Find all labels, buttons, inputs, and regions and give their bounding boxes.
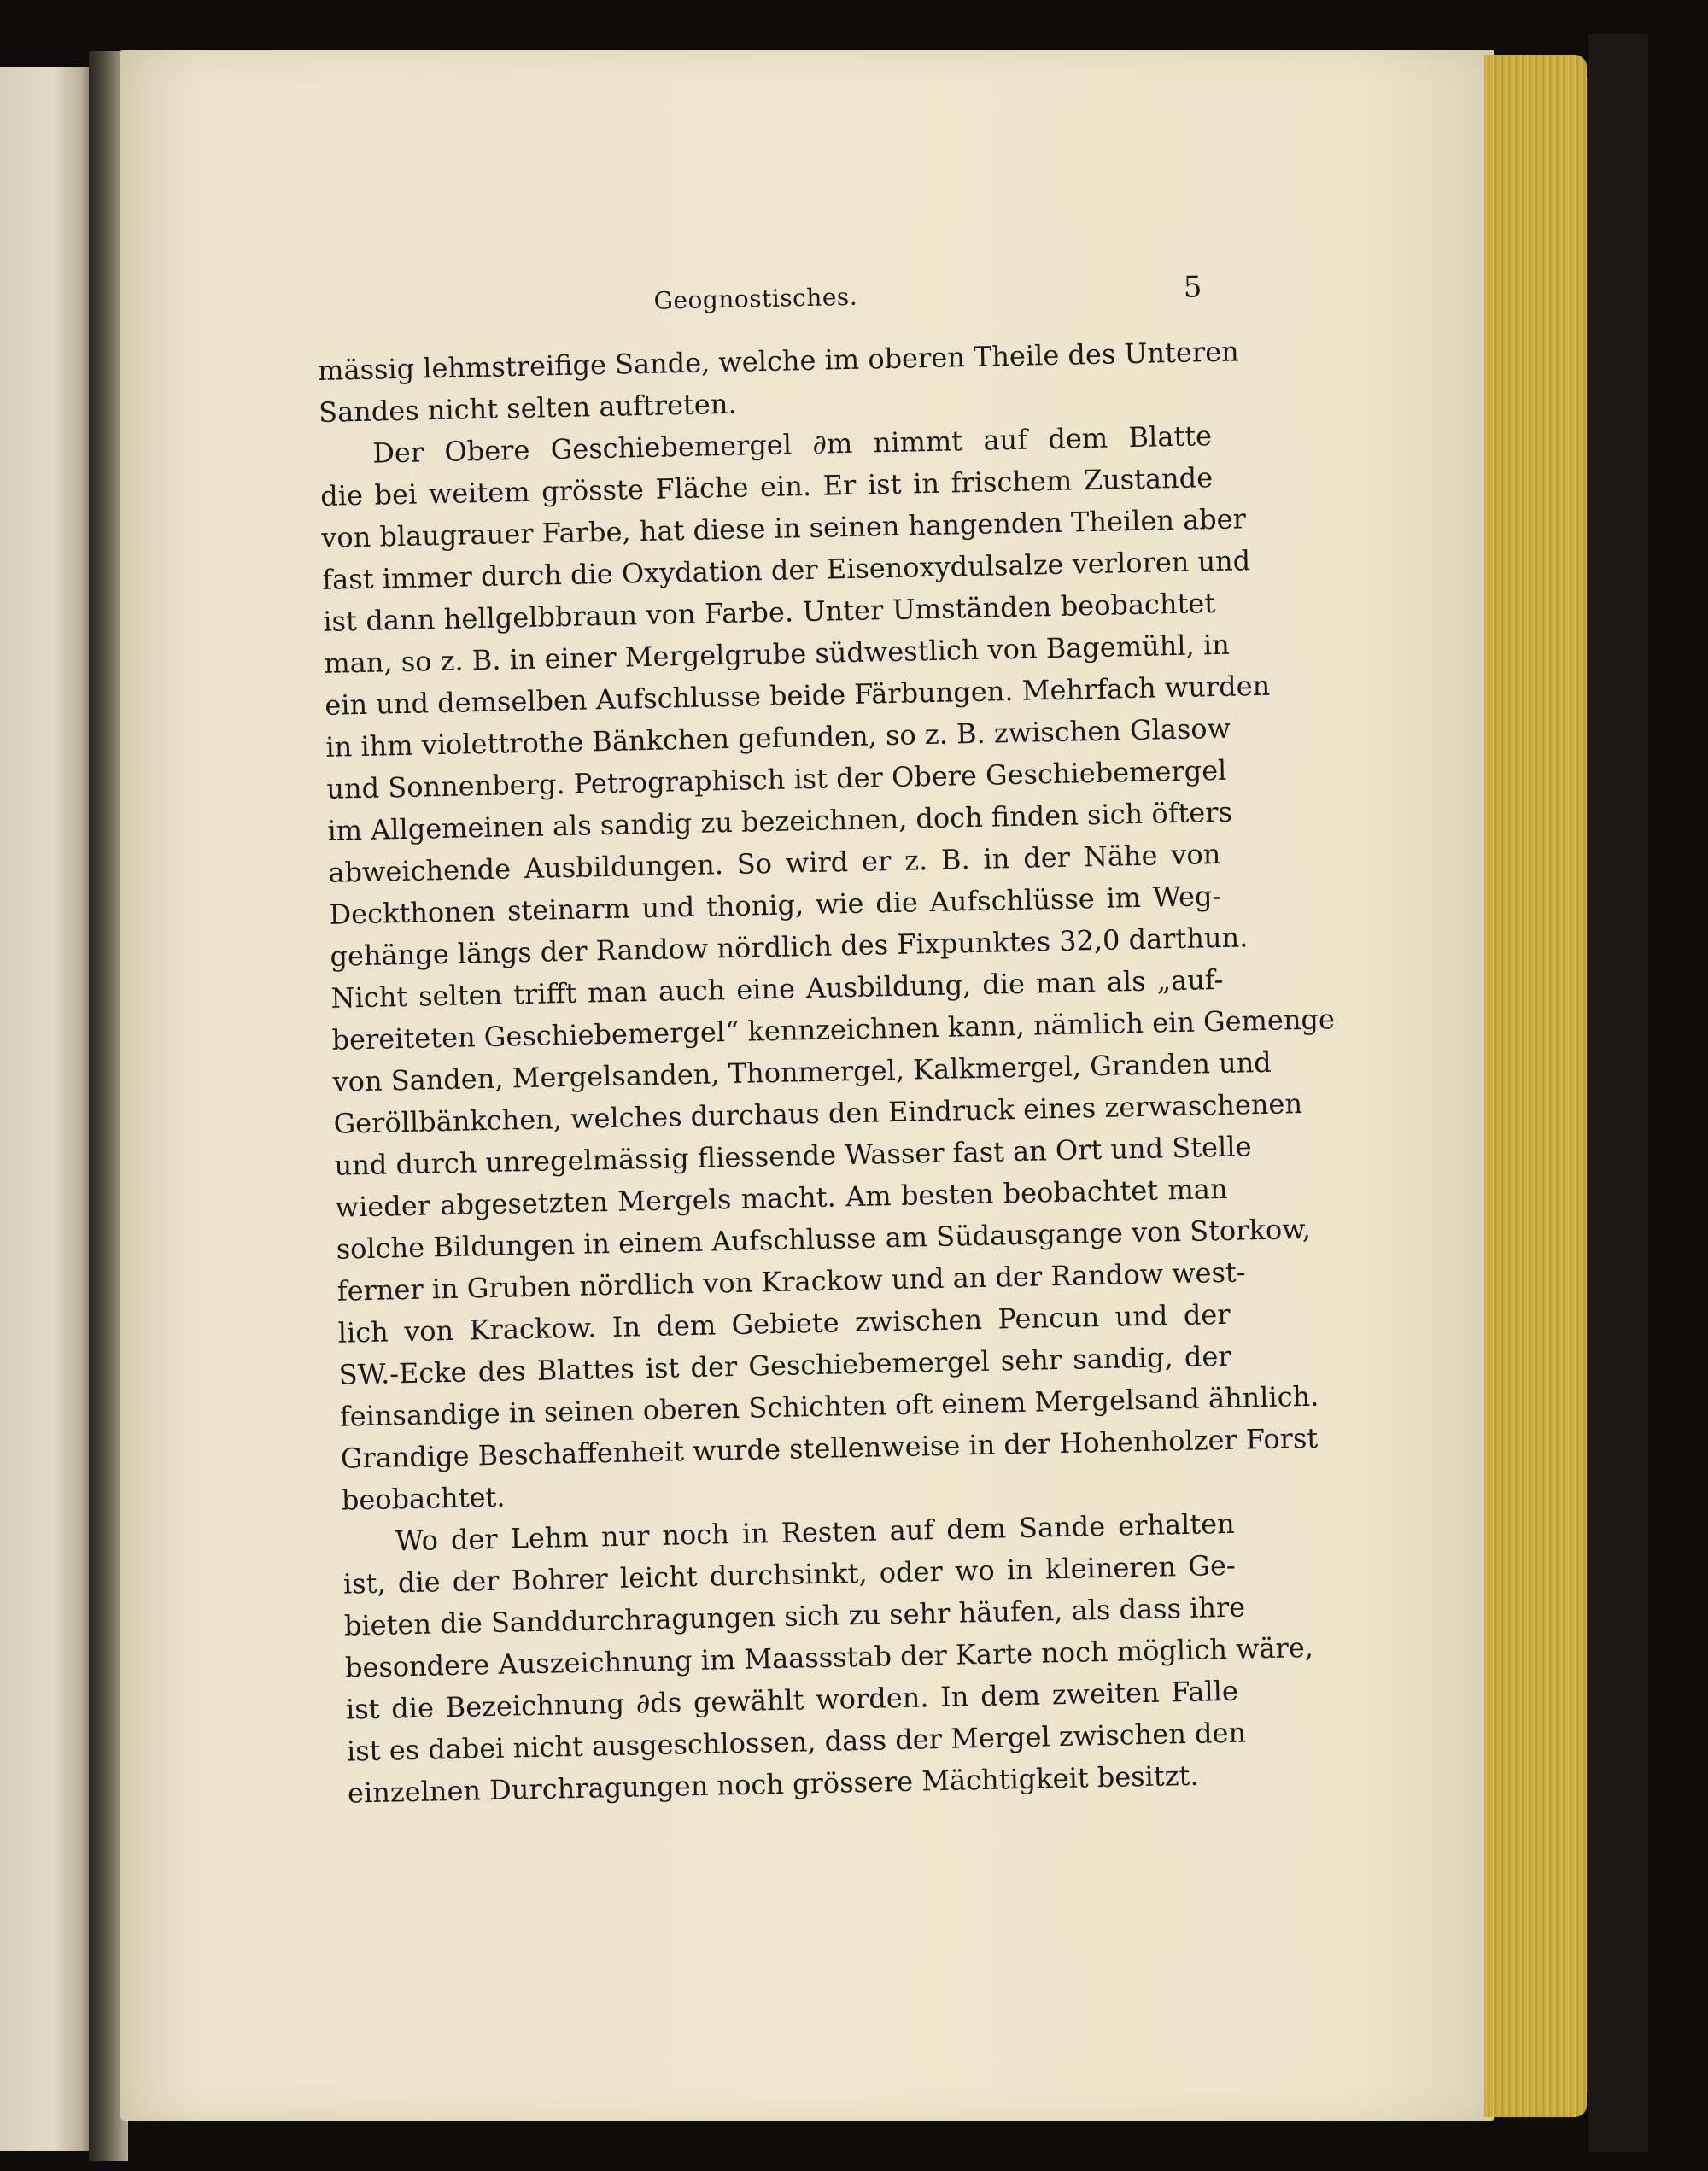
text-line: ist es dabei nicht ausgeschlossen, dass der Mergel zwischen den [346,1716,1247,1768]
text-line: bieten die Sanddurchragungen sich zu sehr häufen, als dass ihre [343,1590,1246,1642]
text-line: Der Obere Geschiebemergel ∂m nimmt auf dem Blatte [371,419,1213,470]
text-line: Wo der Lehm nur noch in Resten auf dem Sande erhalten [395,1507,1236,1558]
gilt-page-edges [1484,55,1587,2117]
body-text [317,331,1336,1815]
text-line: besondere Auszeichnung im Maassstab der Karte noch möglich wäre, [344,1630,1314,1684]
book-cover-edge [1588,34,1648,2152]
text-line: und Sonnenberg. Petrographisch ist der Obere Geschiebemergel [326,753,1227,805]
text-line: und durch unregelmässig fliessende Wasser fast an Ort und Stelle [334,1130,1252,1182]
text-line: wieder abgesetzten Mergels macht. Am besten beobachtet man [335,1172,1228,1224]
text-line: in ihm violettrothe Bänkchen gefunden, so z. B. zwischen Glasow [325,711,1231,764]
text-line: Geröllbänkchen, welches durchaus den Eindruck eines zerwaschenen [333,1087,1303,1140]
text-line: ist dann hellgelbbraun von Farbe. Unter Umständen beobachtet [322,587,1216,638]
text-line: ein und demselben Aufschlusse beide Färbungen. Mehrfach wurden [324,669,1271,722]
text-line: von Sanden, Mergelsanden, Thonmergel, Kalkmergel, Granden und [332,1045,1272,1098]
text-line: im Allgemeinen als sandig zu bezeichnen, doch finden sich öfters [327,795,1233,847]
running-title: Geognostisches. [653,282,858,315]
text-line: mässig lehmstreifige Sande, welche im oberen Theile des Unteren [317,335,1240,387]
text-line: solche Bildungen in einem Aufschlusse am Südausgange von Storkow, [336,1212,1312,1266]
text-line: lich von Krackow. In dem Gebiete zwischen Pencun und der [337,1297,1231,1349]
text-line: bereiteten Geschiebemergel“ kennzeichnen kann, nämlich ein Gemenge [331,1003,1336,1056]
text-line: beobachtet. [341,1480,506,1517]
text-line: fast immer durch die Oxydation der Eisenoxydulsalze verloren und [321,544,1251,596]
text-line: SW.-Ecke des Blattes ist der Geschiebemergel sehr sandig, der [338,1339,1231,1391]
text-line: ist die Bezeichnung ∂ds gewählt worden. In dem zweiten Falle [345,1674,1239,1726]
text-line: gehänge längs der Randow nördlich des Fixpunktes 32,0 darthun. [330,921,1249,973]
text-line: Deckthonen steinarm und thonig, wie die Aufschlüsse im Weg- [329,879,1222,931]
text-line: einzelnen Durchragungen noch grössere Mächtigkeit besitzt. [347,1758,1199,1810]
text-line: die bei weitem grösste Fläche ein. Er ist in frischem Zustande [319,461,1214,512]
text-line: von blaugrauer Farbe, hat diese in seinen hangenden Theilen aber [320,502,1247,554]
text-line: feinsandige in seinen oberen Schichten oft einem Mergelsand ähnlich. [339,1379,1319,1433]
text-line: Grandige Beschaffenheit wurde stellenweise in der Hohenholzer Forst [340,1421,1319,1475]
text-line: ist, die der Bohrer leicht durchsinkt, oder wo in kleineren Ge- [342,1548,1237,1600]
text-line: abweichende Ausbildungen. So wird er z. B. in der Nähe von [328,837,1221,889]
text-line: man, so z. B. in einer Mergelgrube südwestlich von Bagemühl, in [323,628,1231,680]
previous-page-edge [0,67,96,2151]
text-line: Sandes nicht selten auftreten. [318,387,737,429]
text-line: Nicht selten trifft man auch eine Ausbildung, die man als „auf- [330,963,1224,1015]
text-line: ferner in Gruben nördlich von Krackow und an der Randow west- [336,1255,1246,1308]
page-number: 5 [1183,270,1202,305]
